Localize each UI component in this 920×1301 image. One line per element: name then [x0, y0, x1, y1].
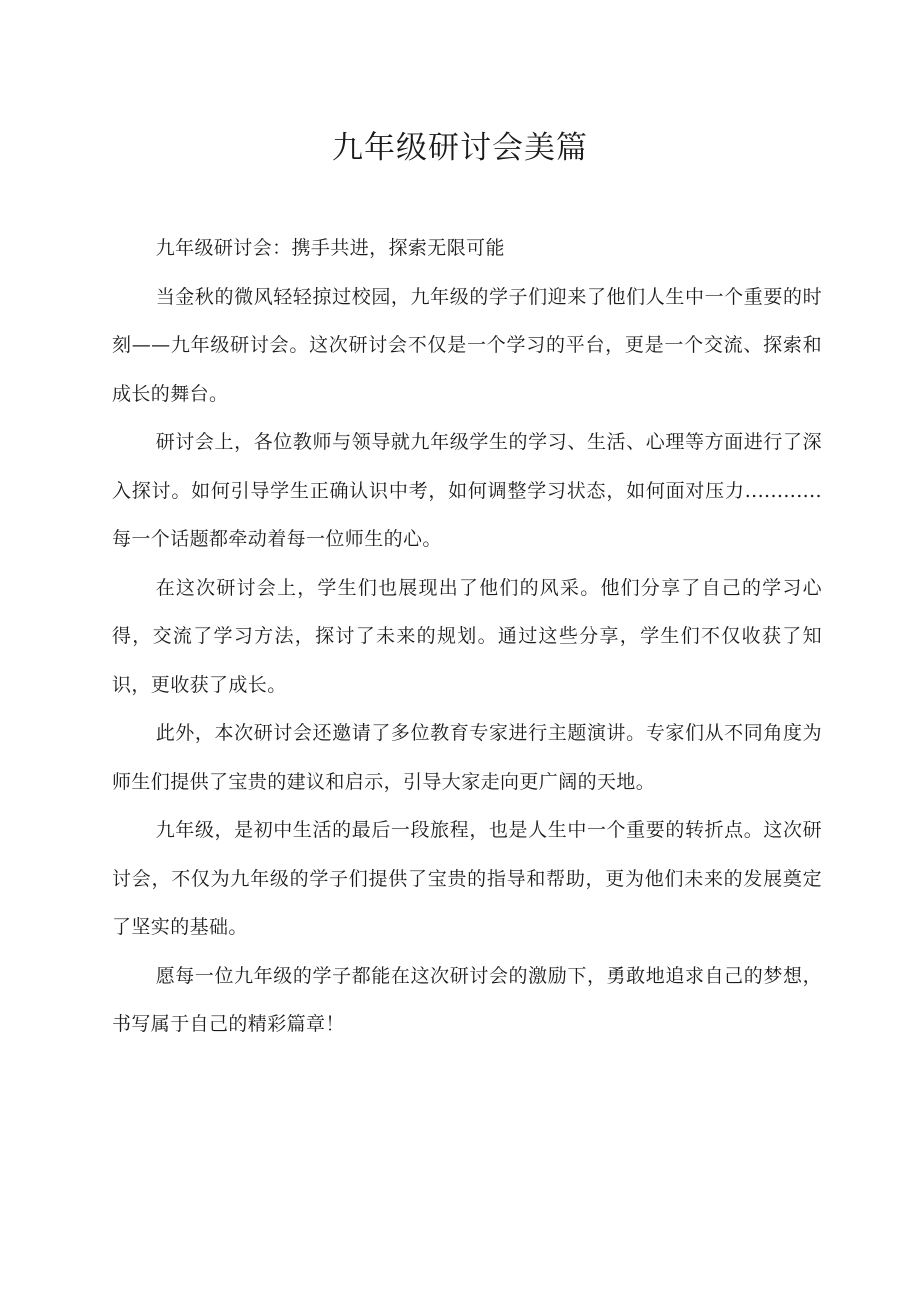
subtitle-paragraph: 九年级研讨会：携手共进，探索无限可能: [155, 237, 505, 259]
document-body: [112, 224, 822, 1049]
body-paragraph: 九年级，是初中生活的最后一段旅程，也是人生中一个重要的转折点。这次研讨会，不仅为九年级的学子们提供了宝贵的指导和帮助，更为他们未来的发展奠定了坚实的基础。: [112, 819, 822, 938]
closing-paragraph: 愿每一位九年级的学子都能在这次研讨会的激励下，勇敢地追求自己的梦想，书写属于自己的精彩篇章！: [112, 964, 822, 1035]
body-paragraph: 研讨会上，各位教师与领导就九年级学生的学习、生活、心理等方面进行了深入探讨。如何引导学生正确认识中考，如何调整学习状态，如何面对压力............每一个话题都牵动着每一位师生的心。: [112, 431, 822, 550]
document-title: 九年级研讨会美篇: [332, 130, 588, 166]
body-paragraph: 在这次研讨会上，学生们也展现出了他们的风采。他们分享了自己的学习心得，交流了学习方法，探讨了未来的规划。通过这些分享，学生们不仅收获了知识，更收获了成长。: [112, 576, 822, 696]
body-paragraph: 当金秋的微风轻轻掠过校园，九年级的学子们迎来了他们人生中一个重要的时刻——九年级研讨会。这次研讨会不仅是一个学习的平台，更是一个交流、探索和成长的舞台。: [112, 285, 822, 405]
body-paragraph: 此外，本次研讨会还邀请了多位教育专家进行主题演讲。专家们从不同角度为师生们提供了宝贵的建议和启示，引导大家走向更广阔的天地。: [112, 722, 822, 793]
